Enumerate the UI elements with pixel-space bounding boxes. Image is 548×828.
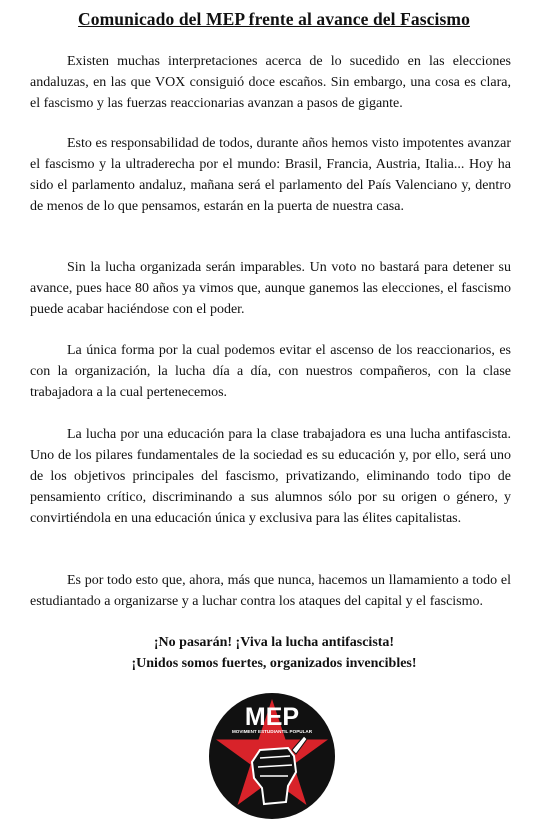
paragraph-3: Sin la lucha organizada serán imparables. Un voto no bastará para detener su avance, pues hace 80 años ya vimos que, aunque ganemos las elecciones, el fascismo puede acabar haciéndose con el poder. bbox=[30, 260, 511, 317]
paragraph-6: Es por todo esto que, ahora, más que nunca, hacemos un llamamiento a todo el estudiantado a organizarse y a luchar contra los ataques del capital y el fascismo. bbox=[30, 573, 511, 609]
logo-acronym: MEP bbox=[244, 703, 300, 731]
paragraph-4: La única forma por la cual podemos evitar el ascenso de los reaccionarios, es con la organización, la lucha día a día, con nuestros compañeros, con la clase trabajadora a la cual pertenecemos. bbox=[30, 343, 511, 400]
document-title: Comunicado del MEP frente al avance del Fascismo bbox=[78, 9, 470, 29]
slogan-no-pasaran: ¡No pasarán! ¡Viva la lucha antifascista! bbox=[153, 635, 395, 650]
paragraph-5: La lucha por una educación para la clase trabajadora es una lucha antifascista. Uno de los pilares fundamentales de la sociedad es su educación y, por ello, será uno de los objetivos principales del fascismo, privatizando, eliminando todo tipo de pensamiento crítico, discriminando a sus alumnos sólo por su origen o género, y convirtiéndola en una educación única y exclusiva para las élites capitalistas. bbox=[30, 427, 511, 526]
slogan-unidos: ¡Unidos somos fuertes, organizados invencibles! bbox=[131, 656, 417, 671]
mep-logo bbox=[208, 692, 336, 820]
paragraph-1: Existen muchas interpretaciones acerca de lo sucedido en las elecciones andaluzas, en las que VOX consiguió doce escaños. Sin embargo, una cosa es clara, el fascismo y las fuerzas reaccionarias avanzan a pasos de gigante. bbox=[30, 54, 511, 111]
paragraph-2: Esto es responsabilidad de todos, durante años hemos visto impotentes avanzar el fascismo y la ultraderecha por el mundo: Brasil, Francia, Austria, Italia... Hoy ha sido el parlamento andaluz, mañana será el parlamento del País Valenciano y, dentro de menos de lo que pensamos, estarán en la puerta de nuestra casa. bbox=[30, 136, 511, 214]
logo-name: MOVIMENT ESTUDIANTIL POPULAR bbox=[231, 729, 313, 734]
